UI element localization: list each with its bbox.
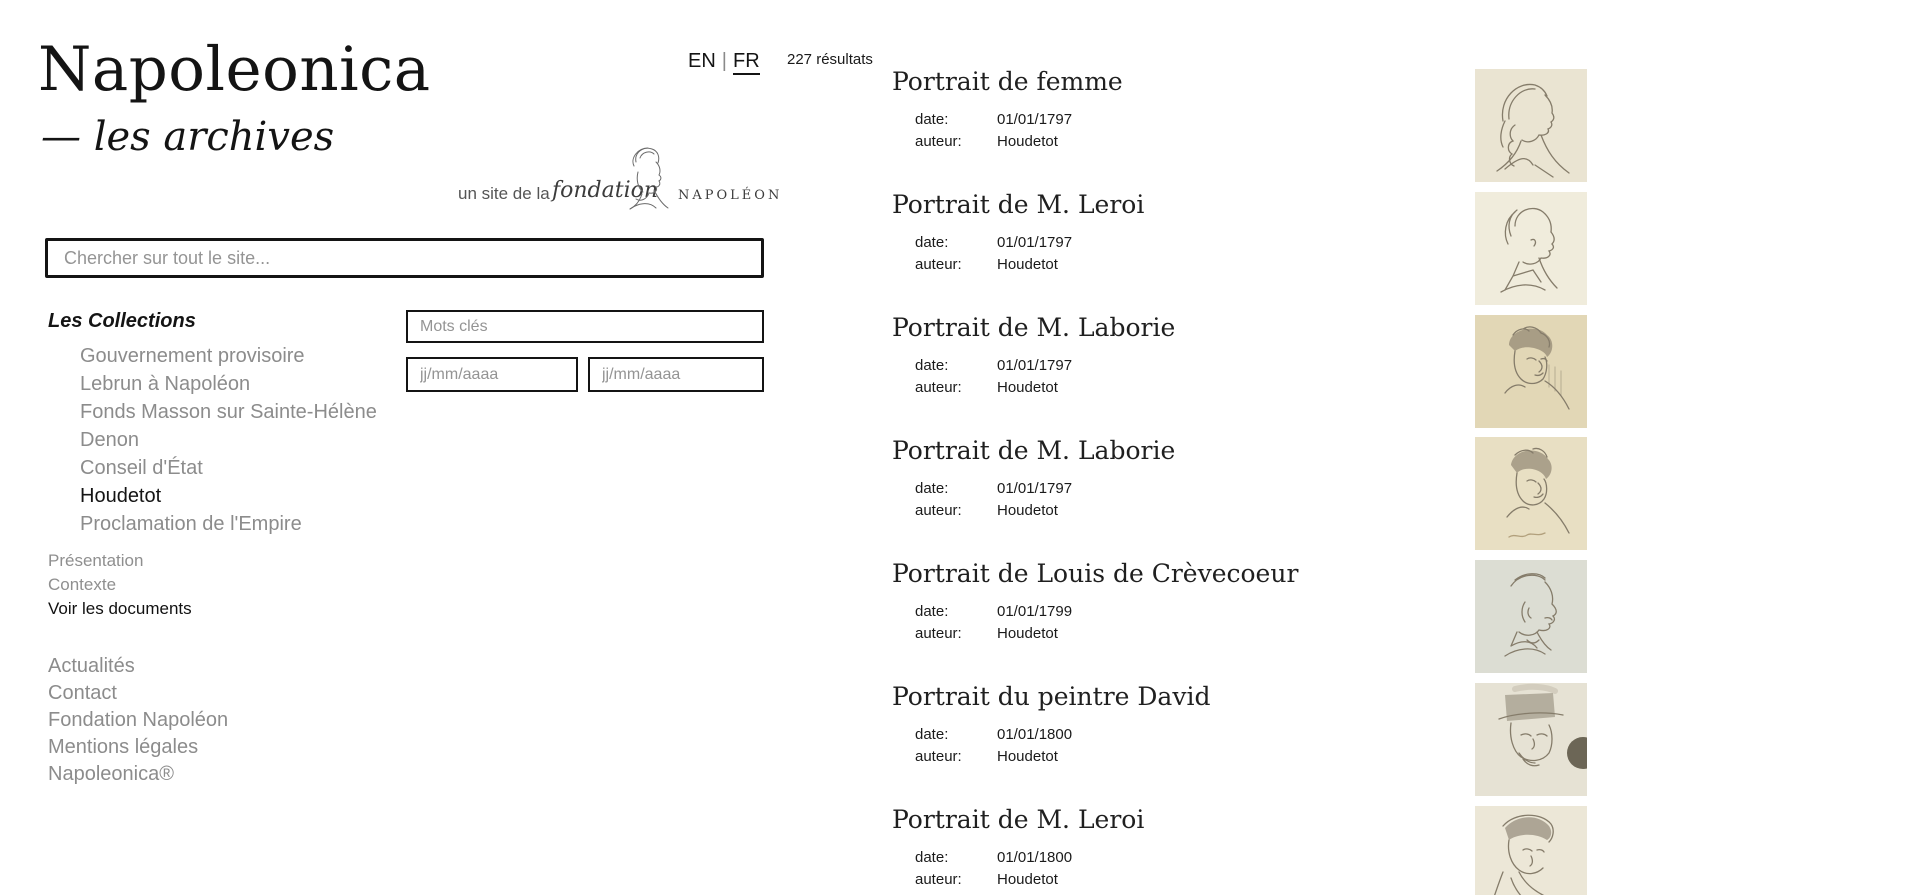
result-date-row bbox=[915, 109, 1452, 131]
language-toggle bbox=[688, 50, 760, 73]
author-label: auteur: bbox=[915, 625, 962, 642]
date-label: date: bbox=[915, 849, 949, 866]
result-meta bbox=[892, 109, 1452, 153]
date-value: 01/01/1797 bbox=[997, 234, 1073, 251]
result-author-row bbox=[915, 131, 1452, 153]
result-row bbox=[892, 313, 1452, 399]
date-label: date: bbox=[915, 234, 949, 251]
site-credit-fondation[interactable]: fondation bbox=[552, 178, 659, 203]
result-meta bbox=[892, 847, 1452, 891]
date-value: 01/01/1797 bbox=[997, 111, 1073, 128]
result-author-row bbox=[915, 746, 1452, 768]
result-author-row bbox=[915, 869, 1452, 891]
sidebar-link-contexte[interactable]: Contexte bbox=[48, 575, 117, 594]
result-row bbox=[892, 559, 1452, 645]
sidebar-footer-napoleonica[interactable]: Napoleonica® bbox=[48, 763, 174, 785]
sidebar-collection-denon[interactable]: Denon bbox=[80, 429, 139, 451]
sidebar-collection-proclamation-de-l-empire[interactable]: Proclamation de l'Empire bbox=[80, 513, 302, 535]
sidebar-collection-houdetot[interactable]: Houdetot bbox=[80, 485, 162, 507]
date-value: 01/01/1797 bbox=[997, 480, 1073, 497]
result-title-portrait-de-louis-de-crevecoeur-4[interactable]: Portrait de Louis de Crèvecoeur bbox=[892, 559, 1299, 588]
author-value: Houdetot bbox=[997, 379, 1058, 396]
date-label: date: bbox=[915, 480, 949, 497]
result-author-row bbox=[915, 377, 1452, 399]
result-row bbox=[892, 436, 1452, 522]
author-value: Houdetot bbox=[997, 871, 1058, 888]
result-thumbnail-portrait-de-m-leroi-6[interactable] bbox=[1475, 806, 1587, 895]
result-meta bbox=[892, 478, 1452, 522]
author-label: auteur: bbox=[915, 256, 962, 273]
sidebar-footer-contact[interactable]: Contact bbox=[48, 682, 117, 704]
author-value: Houdetot bbox=[997, 502, 1058, 519]
sidebar-footer-mentions-legales[interactable]: Mentions légales bbox=[48, 736, 199, 758]
date-value: 01/01/1800 bbox=[997, 849, 1073, 866]
collection-section-links bbox=[48, 549, 192, 621]
author-value: Houdetot bbox=[997, 256, 1058, 273]
site-credit-napoleon-wordmark[interactable]: NAPOLÉON bbox=[678, 188, 783, 203]
result-date-row bbox=[915, 232, 1452, 254]
date-label: date: bbox=[915, 603, 949, 620]
result-author-row bbox=[915, 254, 1452, 276]
result-meta bbox=[892, 232, 1452, 276]
napoleon-profile-sketch-icon bbox=[616, 144, 674, 210]
result-author-row bbox=[915, 623, 1452, 645]
result-date-row bbox=[915, 724, 1452, 746]
sidebar-footer-fondation-napoleon[interactable]: Fondation Napoléon bbox=[48, 709, 229, 731]
author-label: auteur: bbox=[915, 379, 962, 396]
result-row bbox=[892, 805, 1452, 891]
result-title-portrait-du-peintre-david-5[interactable]: Portrait du peintre David bbox=[892, 682, 1211, 711]
result-thumbnail-portrait-du-peintre-david-5[interactable] bbox=[1475, 683, 1587, 796]
collections-title: Les Collections bbox=[48, 310, 196, 332]
date-value: 01/01/1797 bbox=[997, 357, 1073, 374]
date-label: date: bbox=[915, 111, 949, 128]
result-thumbnail-portrait-de-louis-de-crevecoeur-4[interactable] bbox=[1475, 560, 1587, 673]
site-credit-prefix: un site de la bbox=[458, 184, 550, 203]
result-title-portrait-de-m-laborie-3[interactable]: Portrait de M. Laborie bbox=[892, 436, 1176, 465]
sidebar-footer-links bbox=[48, 653, 228, 788]
collections-list bbox=[80, 342, 377, 538]
date-value: 01/01/1799 bbox=[997, 603, 1073, 620]
author-label: auteur: bbox=[915, 502, 962, 519]
result-author-row bbox=[915, 500, 1452, 522]
result-title-portrait-de-m-laborie-2[interactable]: Portrait de M. Laborie bbox=[892, 313, 1176, 342]
date-to-input[interactable] bbox=[588, 357, 764, 392]
result-thumbnail-portrait-de-m-laborie-3[interactable] bbox=[1475, 437, 1587, 550]
date-label: date: bbox=[915, 726, 949, 743]
sidebar-collection-gouvernement-provisoire[interactable]: Gouvernement provisoire bbox=[80, 345, 305, 367]
date-from-input[interactable] bbox=[406, 357, 578, 392]
result-row bbox=[892, 682, 1452, 768]
site-search-input[interactable] bbox=[45, 238, 764, 278]
result-meta bbox=[892, 724, 1452, 768]
author-value: Houdetot bbox=[997, 133, 1058, 150]
result-thumbnail-portrait-de-m-leroi-1[interactable] bbox=[1475, 192, 1587, 305]
sidebar-footer-actualites[interactable]: Actualités bbox=[48, 655, 135, 677]
author-value: Houdetot bbox=[997, 625, 1058, 642]
site-logo-title[interactable]: Napoleonica bbox=[38, 34, 431, 105]
sidebar-collection-fonds-masson-sur-sainte-helene[interactable]: Fonds Masson sur Sainte-Hélène bbox=[80, 401, 377, 423]
result-title-portrait-de-femme-0[interactable]: Portrait de femme bbox=[892, 67, 1123, 96]
results-count: 227 résultats bbox=[787, 51, 873, 68]
author-label: auteur: bbox=[915, 133, 962, 150]
result-title-portrait-de-m-leroi-6[interactable]: Portrait de M. Leroi bbox=[892, 805, 1145, 834]
result-thumbnail-portrait-de-femme-0[interactable] bbox=[1475, 69, 1587, 182]
result-row bbox=[892, 190, 1452, 276]
sidebar-collection-lebrun-a-napoleon[interactable]: Lebrun à Napoléon bbox=[80, 373, 251, 395]
lang-separator: | bbox=[721, 50, 727, 72]
result-meta bbox=[892, 601, 1452, 645]
lang-fr-link[interactable]: FR bbox=[733, 50, 760, 75]
site-logo-subtitle: — les archives bbox=[41, 114, 335, 160]
result-row bbox=[892, 67, 1452, 153]
result-date-row bbox=[915, 601, 1452, 623]
result-title-portrait-de-m-leroi-1[interactable]: Portrait de M. Leroi bbox=[892, 190, 1145, 219]
lang-en-link[interactable]: EN bbox=[688, 50, 716, 72]
result-date-row bbox=[915, 478, 1452, 500]
author-value: Houdetot bbox=[997, 748, 1058, 765]
sidebar-collection-conseil-d-etat[interactable]: Conseil d'État bbox=[80, 457, 203, 479]
result-thumbnail-portrait-de-m-laborie-2[interactable] bbox=[1475, 315, 1587, 428]
sidebar-link-presentation[interactable]: Présentation bbox=[48, 551, 144, 570]
result-date-row bbox=[915, 355, 1452, 377]
keywords-input[interactable] bbox=[406, 310, 764, 343]
author-label: auteur: bbox=[915, 748, 962, 765]
result-meta bbox=[892, 355, 1452, 399]
date-label: date: bbox=[915, 357, 949, 374]
date-value: 01/01/1800 bbox=[997, 726, 1073, 743]
author-label: auteur: bbox=[915, 871, 962, 888]
result-date-row bbox=[915, 847, 1452, 869]
sidebar-link-voir-les-documents[interactable]: Voir les documents bbox=[48, 599, 192, 618]
